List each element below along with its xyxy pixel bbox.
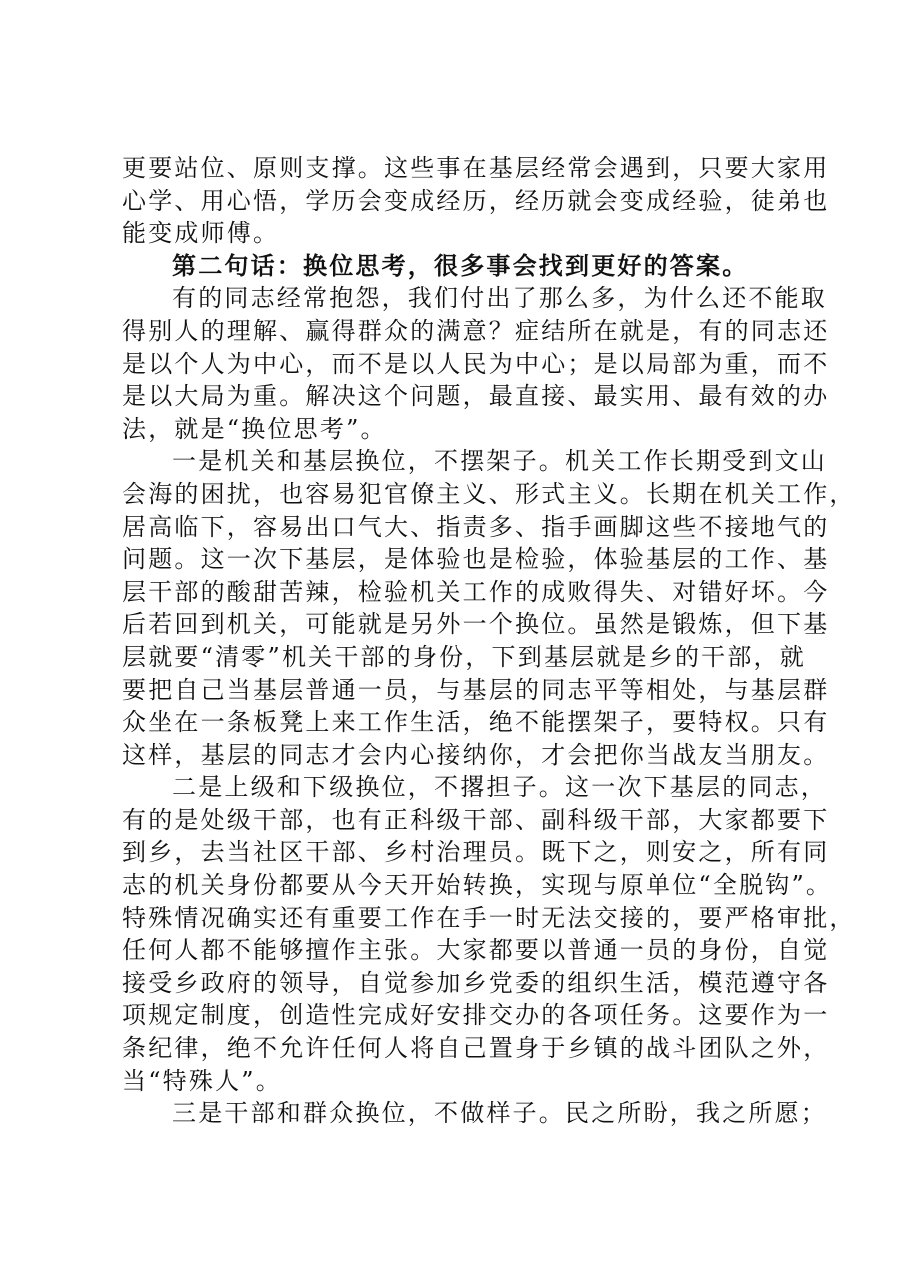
text-line: 是以大局为重。解决这个问题，最直接、最实用、最有效的办 xyxy=(122,382,830,411)
text-line: 当“特殊人”。 xyxy=(122,1066,282,1095)
section-heading xyxy=(122,250,795,283)
text-line: 有的是处级干部，也有正科级干部、副科级干部，大家都要下 xyxy=(122,805,830,834)
text-line: 会海的困扰，也容易犯官僚主义、形式主义。长期在机关工作， xyxy=(122,479,856,508)
text-line: 心学、用心悟，学历会变成经历，经历就会变成经验，徒弟也 xyxy=(122,186,830,215)
text-line: 这样，基层的同志才会内心接纳你，才会把你当战友当朋友。 xyxy=(122,740,830,769)
text-line: 条纪律，绝不允许任何人将自己置身于乡镇的战斗团队之外， xyxy=(122,1034,830,1063)
text-line: 三是干部和群众换位，不做样子。民之所盼，我之所愿； xyxy=(172,1099,827,1128)
text-line: 是以个人为中心，而不是以人民为中心；是以局部为重，而不 xyxy=(122,349,830,378)
paragraph xyxy=(122,152,830,250)
paragraph xyxy=(122,282,830,445)
paragraph xyxy=(122,445,856,771)
text-line: 更要站位、原则支撑。这些事在基层经常会遇到，只要大家用 xyxy=(122,154,830,182)
text-line: 特殊情况确实还有重要工作在手一时无法交接的，要严格审批， xyxy=(122,903,856,932)
text-line: 得别人的理解、赢得群众的满意？症结所在就是，有的同志还 xyxy=(122,316,830,345)
text-line: 任何人都不能够擅作主张。大家都要以普通一员的身份，自觉 xyxy=(122,936,830,965)
text-line: 项规定制度，创造性完成好安排交办的各项任务。这要作为一 xyxy=(122,1001,830,1030)
text-line: 居高临下，容易出口气大、指责多、指手画脚这些不接地气的 xyxy=(122,512,830,541)
text-line: 后若回到机关，可能就是另外一个换位。虽然是锻炼，但下基 xyxy=(122,610,830,639)
document-body xyxy=(122,152,856,1130)
paragraph xyxy=(122,771,856,1097)
text-line: 志的机关身份都要从今天开始转换，实现与原单位“全脱钩”。 xyxy=(122,871,833,900)
paragraph xyxy=(122,1097,827,1130)
text-line: 层就要“清零”机关干部的身份，下到基层就是乡的干部，就 xyxy=(122,642,806,671)
text-line: 众坐在一条板凳上来工作生活，绝不能摆架子，要特权。只有 xyxy=(122,708,830,737)
text-line: 有的同志经常抱怨，我们付出了那么多，为什么还不能取 xyxy=(172,284,827,313)
heading-line: 第二句话：换位思考，很多事会找到更好的答案。 xyxy=(172,251,749,280)
text-line: 层干部的酸甜苦辣，检验机关工作的成败得失、对错好坏。今 xyxy=(122,577,830,606)
text-line: 要把自己当基层普通一员，与基层的同志平等相处，与基层群 xyxy=(122,675,830,704)
text-line: 能变成师傅。 xyxy=(122,219,280,248)
text-line: 接受乡政府的领导，自觉参加乡党委的组织生活，模范遵守各 xyxy=(122,968,830,997)
text-line: 二是上级和下级换位，不撂担子。这一次下基层的同志， xyxy=(172,773,827,802)
text-line: 法，就是“换位思考”。 xyxy=(122,414,387,443)
text-line: 到乡，去当社区干部、乡村治理员。既下之，则安之，所有同 xyxy=(122,838,830,867)
text-line: 一是机关和基层换位，不摆架子。机关工作长期受到文山 xyxy=(172,447,827,476)
text-line: 问题。这一次下基层，是体验也是检验，体验基层的工作、基 xyxy=(122,545,830,574)
